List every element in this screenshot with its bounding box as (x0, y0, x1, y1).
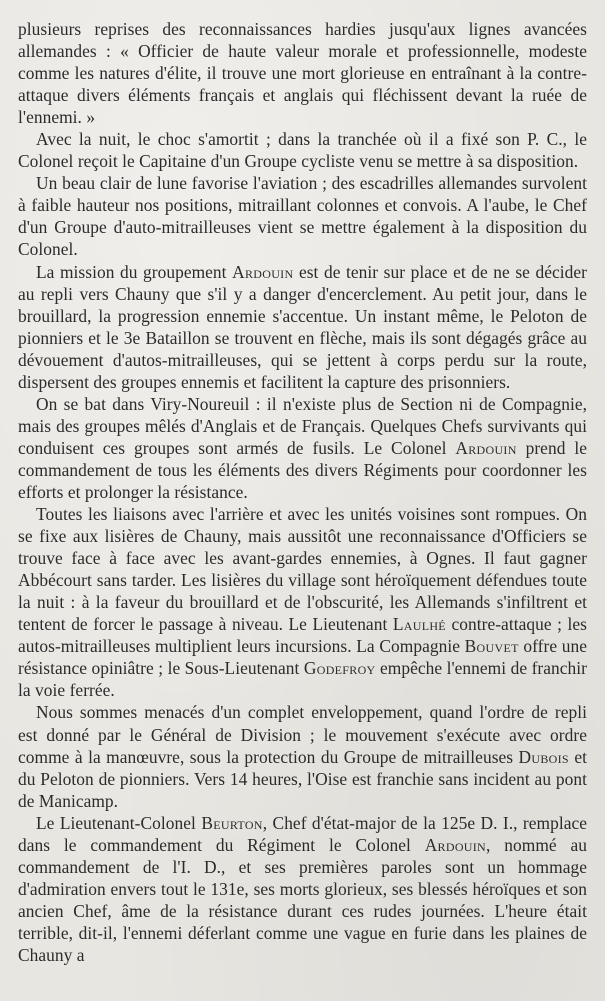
paragraph (18, 172, 587, 260)
text-run: plusieurs reprises des reconnaissances hardies jusqu'aux lignes avancées allemandes : « Officier de haute valeur morale et professionnelle, modeste comme les natures d'élite, il trouve une mort glorieuse en entraînant à la contre-attaque divers éléments français et anglais qui fléchissent devant la ruée de l'ennemi. » (18, 19, 587, 128)
text-run: et du Peloton de pionniers. Vers 14 heures, l'Oise est franchie sans incident au pont de Manicamp. (18, 746, 587, 811)
body-text (18, 18, 587, 966)
proper-name: Godefroy (303, 658, 376, 679)
text-run: On se bat dans Viry-Noureuil : il n'existe plus de Section ni de Compagnie, mais des groupes mêlés d'Anglais et de Français. Quelques Chefs survivants qui conduisent ces groupes sont armés de fusils. Le Colonel (18, 393, 587, 458)
text-run: , Chef d'état-major de la 125e D. I., remplace dans le commandement du Régiment le Colonel (18, 812, 588, 855)
text-run: , nommé au commandement de l'I. D., et ses premières paroles sont un hommage d'admiration envers tout le 131e, ses morts glorieux, ses blessés héroïques et son ancien Chef, âme de la résistance durant ces rudes journées. L'heure était terrible, dit-il, l'ennemi déferlant comme une vague en furie dans les plaines de Chauny a (18, 834, 587, 965)
paragraph (18, 812, 587, 966)
proper-name: Ardouin (232, 261, 294, 282)
text-run: Un beau clair de lune favorise l'aviation ; des escadrilles allemandes survolent à faible hauteur nos positions, mitraillant colonnes et convois. A l'aube, le Chef d'un Groupe d'auto-mitrailleuses vient se mettre également à la disposition du Colonel. (18, 173, 587, 260)
text-run: Le Lieutenant-Colonel (36, 812, 202, 833)
proper-name: Ardouin (424, 834, 487, 855)
proper-name: Dubois (518, 746, 569, 767)
paragraph (18, 503, 587, 701)
text-run: La mission du groupement (36, 261, 233, 282)
proper-name: Bouvet (464, 636, 519, 657)
proper-name: Laulhé (392, 614, 446, 635)
text-run: Toutes les liaisons avec l'arrière et avec les unités voisines sont rompues. On se fixe aux lisières de Chauny, mais aussitôt une reconnaissance d'Officiers se trouve face à face avec les avant-gardes ennemies, à Ognes. Il faut gagner Abbécourt sans tarder. Les lisières du village sont héroïquement défendues toute la nuit : à la faveur du brouillard et de l'obscurité, les Allemands s'infiltrent et tentent de forcer le passage à niveau. Le Lieutenant (18, 504, 587, 635)
text-run: empêche l'ennemi de franchir la voie ferrée. (18, 658, 588, 701)
paragraph (18, 701, 587, 811)
paragraph (18, 128, 587, 172)
text-run: contre-attaque ; les autos-mitrailleuses multiplient leurs incursions. La Compagnie (18, 614, 588, 657)
proper-name: Beurton (201, 812, 263, 833)
text-run: est de tenir sur place et de ne se décider au repli vers Chauny que s'il y a danger d'encerclement. Au petit jour, dans le brouillard, la progression ennemie s'accentue. Un instant même, le Peloton de pionniers et le 3e Bataillon se trouvent en flèche, mais ils sont dégagés grâce au dévouement d'autos-mitrailleuses, qui se jettent à corps perdu sur la route, dispersent des groupes ennemis et facilitent la capture des prisonniers. (18, 261, 587, 392)
text-run: offre une résistance opiniâtre ; le Sous-Lieutenant (18, 636, 587, 679)
paragraph (18, 261, 587, 393)
paragraph (18, 393, 587, 503)
text-run: Nous sommes menacés d'un complet enveloppement, quand l'ordre de repli est donné par le Général de Division ; le mouvement s'exécute avec ordre comme à la manœuvre, sous la protection du Groupe de mitrailleuses (18, 702, 587, 767)
paragraph (18, 18, 587, 128)
text-run: Avec la nuit, le choc s'amortit ; dans la tranchée où il a fixé son P. C., le Colonel reçoit le Capitaine d'un Groupe cycliste venu se mettre à sa disposition. (18, 129, 587, 172)
proper-name: Ardouin (455, 437, 517, 458)
text-run: prend le commandement de tous les éléments des divers Régiments pour coordonner les efforts et prolonger la résistance. (18, 437, 587, 502)
